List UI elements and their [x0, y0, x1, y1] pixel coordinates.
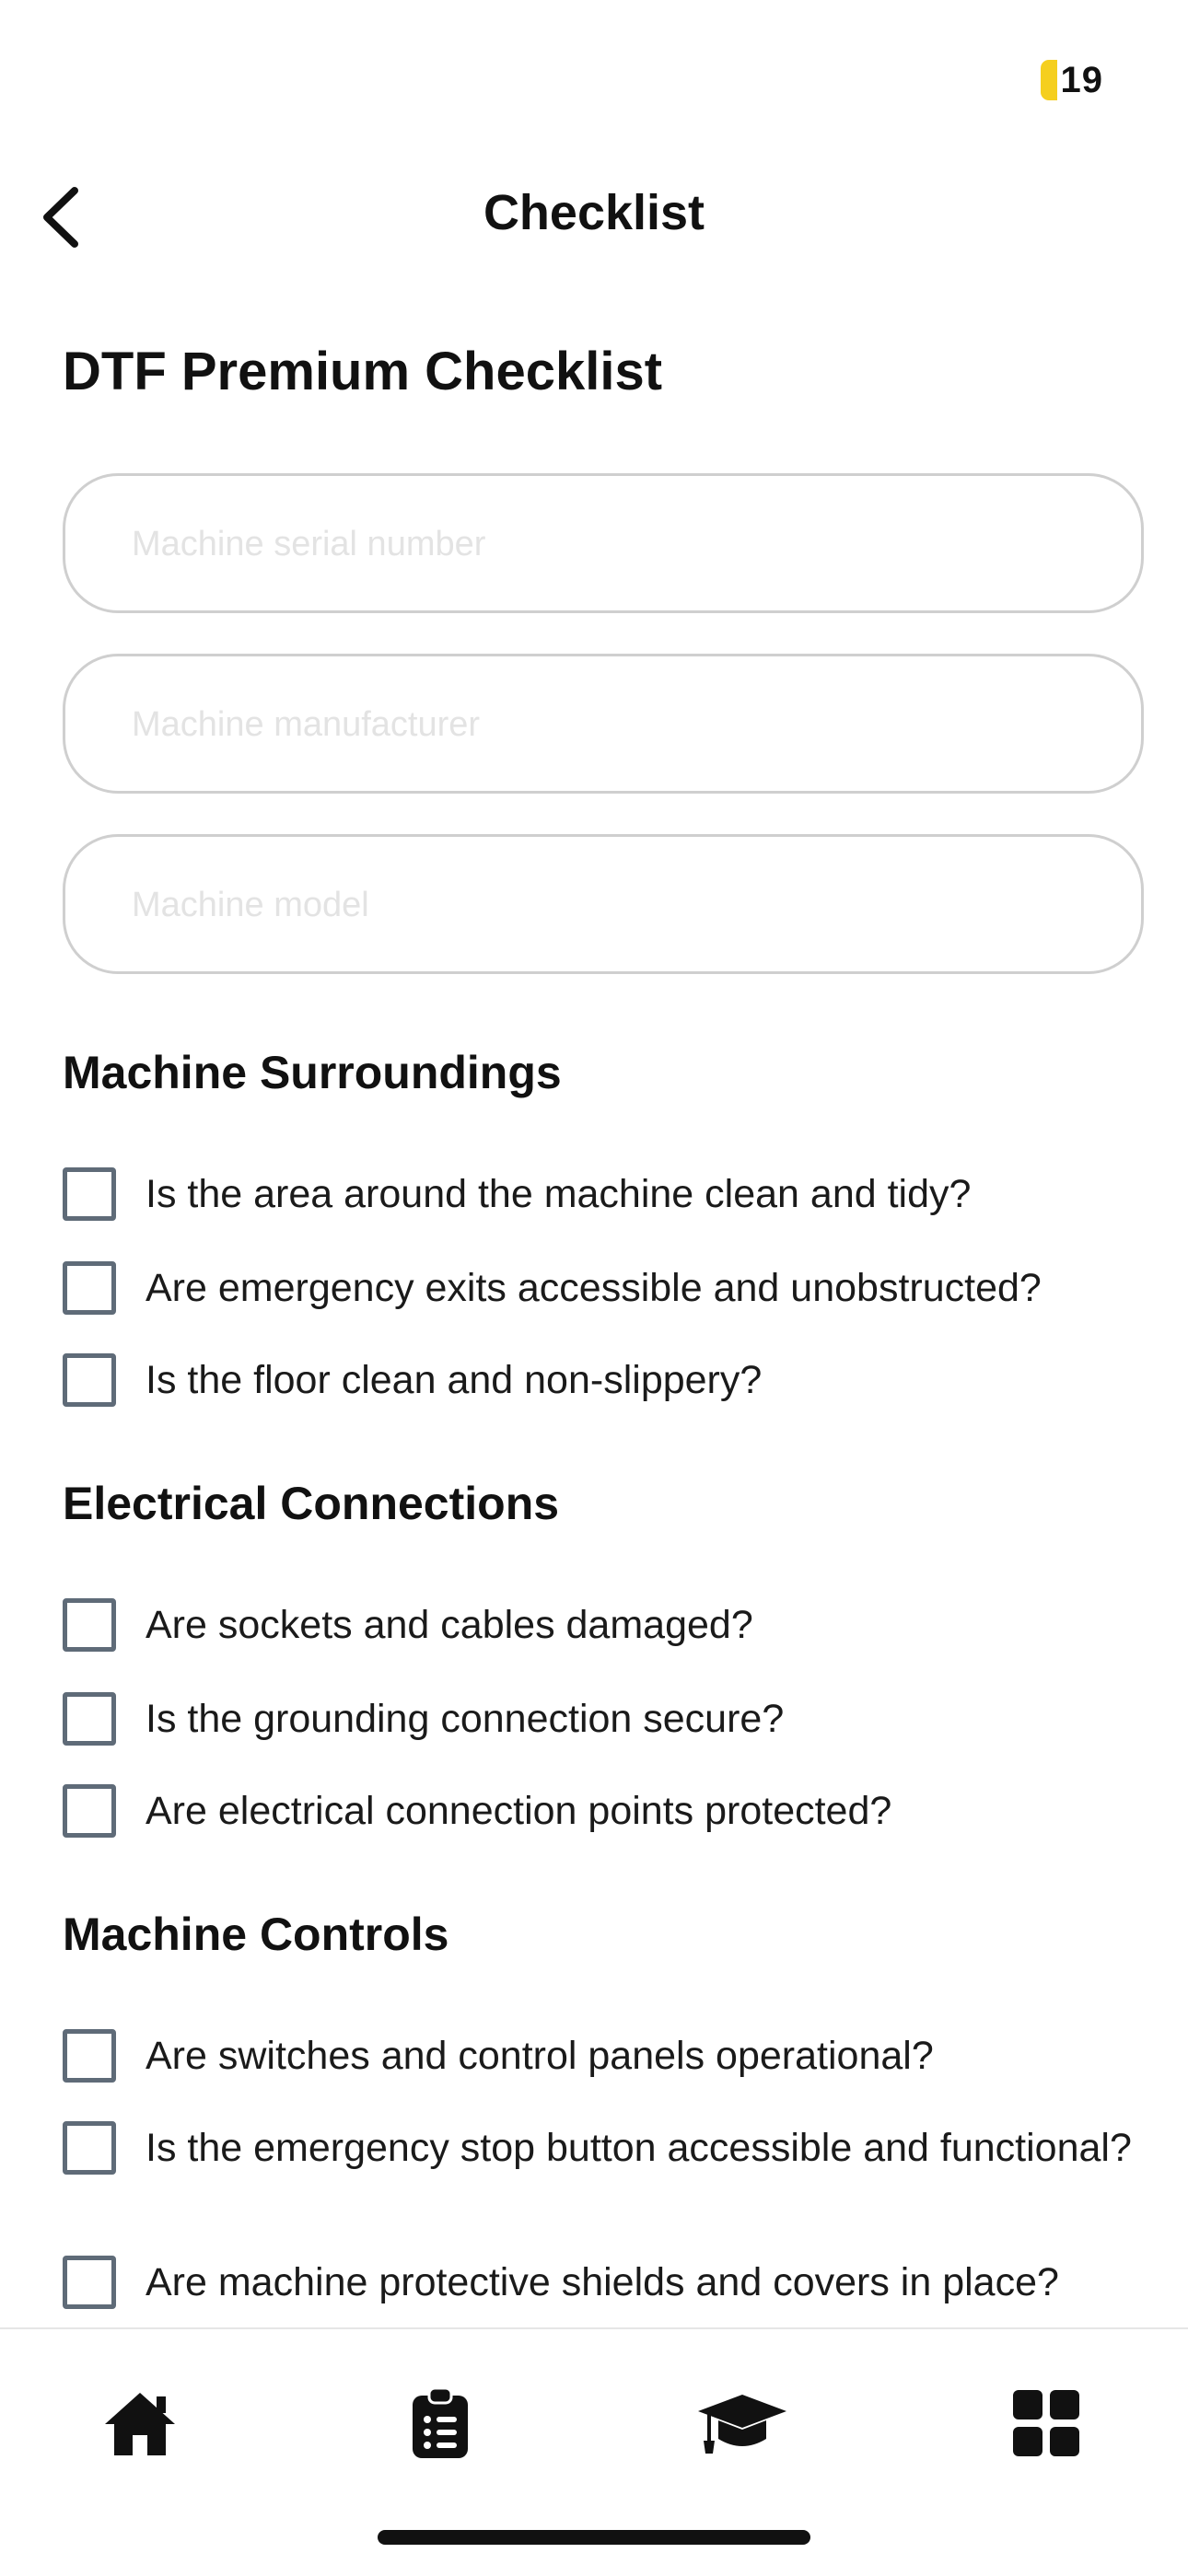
checklist-item-label: Is the area around the machine clean and tidy?: [146, 1172, 972, 1216]
checklist-item-label: Are emergency exits accessible and unobstructed?: [146, 1266, 1042, 1310]
checklist-item: [63, 1353, 1168, 1407]
checkbox[interactable]: [63, 1353, 116, 1407]
manufacturer-input[interactable]: [130, 656, 1082, 793]
tab-checklist[interactable]: [394, 2377, 486, 2469]
checklist-item-label: Are electrical connection points protected?: [146, 1789, 892, 1833]
checkbox[interactable]: [63, 1598, 116, 1652]
checkbox[interactable]: [63, 2029, 116, 2083]
battery-level: 19: [1060, 59, 1103, 100]
checklist-item: [63, 2121, 1168, 2175]
checklist-item: [63, 2256, 1168, 2309]
checklist-item: [63, 1784, 1168, 1838]
battery-indicator: [1041, 57, 1104, 103]
checkbox[interactable]: [63, 2256, 116, 2309]
tab-training[interactable]: [696, 2377, 788, 2469]
status-bar: [0, 0, 1188, 147]
checklist-item: [63, 2029, 1168, 2083]
home-indicator: [378, 2530, 810, 2545]
home-icon: [103, 2389, 177, 2457]
clipboard-list-icon: [411, 2386, 470, 2460]
checklist-item: [63, 1261, 1168, 1315]
manufacturer-field: [63, 654, 1144, 794]
grid-icon: [1013, 2390, 1079, 2456]
checkbox[interactable]: [63, 1261, 116, 1315]
checklist-item-label: Is the floor clean and non-slippery?: [146, 1358, 763, 1402]
checklist-item-label: Are machine protective shields and covers in place?: [146, 2260, 1059, 2304]
checkbox[interactable]: [63, 1167, 116, 1221]
page-title: DTF Premium Checklist: [63, 342, 663, 401]
section-title-machine-surroundings: Machine Surroundings: [63, 1047, 562, 1098]
battery-icon: [1041, 60, 1057, 100]
section-title-machine-controls: Machine Controls: [63, 1909, 449, 1960]
checklist-item-label: Is the grounding connection secure?: [146, 1697, 785, 1741]
checklist-item: [63, 1167, 1168, 1221]
nav-title: Checklist: [483, 185, 705, 240]
model-input[interactable]: [130, 837, 1082, 973]
model-field: [63, 834, 1144, 974]
serial-number-field: [63, 473, 1144, 613]
tab-home[interactable]: [94, 2377, 186, 2469]
section-title-electrical-connections: Electrical Connections: [63, 1478, 560, 1529]
serial-number-input[interactable]: [130, 476, 1082, 612]
checkbox[interactable]: [63, 1784, 116, 1838]
graduation-cap-icon: [696, 2389, 788, 2457]
checklist-item-label: Are sockets and cables damaged?: [146, 1603, 753, 1647]
checklist-item-label: Are switches and control panels operational?: [146, 2034, 934, 2078]
checkbox[interactable]: [63, 2121, 116, 2175]
checklist-item-label: Is the emergency stop button accessible and functional?: [146, 2126, 1132, 2170]
tab-more[interactable]: [1000, 2377, 1092, 2469]
checklist-item: [63, 1692, 1168, 1746]
nav-bar: [0, 166, 1188, 267]
checklist-item: [63, 1598, 1168, 1652]
checkbox[interactable]: [63, 1692, 116, 1746]
